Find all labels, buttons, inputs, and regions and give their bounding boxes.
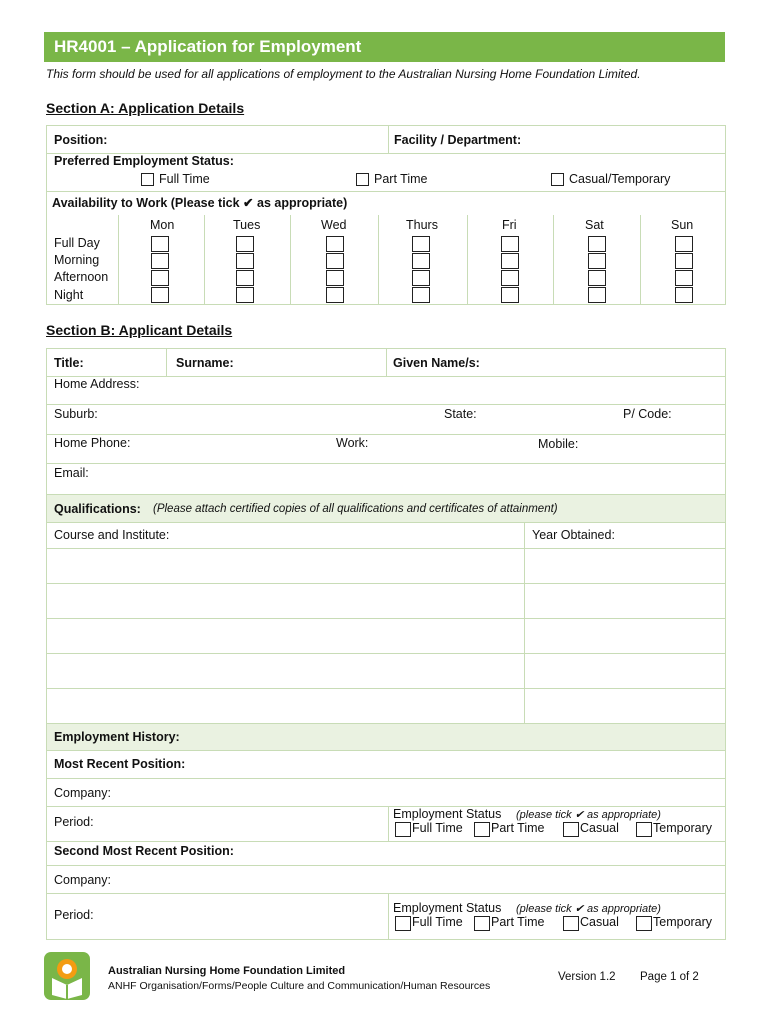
- mobile-label: Mobile:: [538, 437, 579, 451]
- email-label: Email:: [54, 466, 89, 480]
- day-header: Sun: [671, 218, 694, 232]
- company-label: Company:: [54, 786, 111, 800]
- employment-status-option-label: Casual: [580, 821, 619, 835]
- slot-label: Morning: [54, 253, 100, 267]
- state-label: State:: [444, 407, 477, 421]
- availability-checkbox[interactable]: [326, 287, 344, 303]
- availability-checkbox[interactable]: [501, 236, 519, 252]
- day-header: Thurs: [406, 218, 438, 232]
- availability-checkbox[interactable]: [675, 270, 693, 286]
- availability-checkbox[interactable]: [588, 287, 606, 303]
- emp-status-note: (please tick ✔ as appropriate): [516, 809, 661, 821]
- period-label: Period:: [54, 815, 94, 829]
- availability-checkbox[interactable]: [326, 253, 344, 269]
- period-label: Period:: [54, 908, 94, 922]
- day-header: Mon: [150, 218, 175, 232]
- availability-checkbox[interactable]: [151, 253, 169, 269]
- employment-status-option-label: Temporary: [653, 915, 713, 929]
- day-header: Tues: [233, 218, 261, 232]
- availability-checkbox[interactable]: [412, 287, 430, 303]
- day-header: Wed: [321, 218, 347, 232]
- availability-checkbox[interactable]: [501, 253, 519, 269]
- year-label: Year Obtained:: [532, 528, 615, 542]
- work-label: Work:: [336, 436, 369, 450]
- employment-status-checkbox[interactable]: [563, 916, 579, 931]
- casual-temporary-checkbox[interactable]: [551, 173, 564, 186]
- surname-label: Surname:: [176, 356, 234, 370]
- employment-status-label: Preferred Employment Status:: [54, 154, 234, 168]
- availability-checkbox[interactable]: [588, 236, 606, 252]
- availability-checkbox[interactable]: [412, 236, 430, 252]
- slot-label: Full Day: [54, 236, 100, 250]
- part-time-label: Part Time: [374, 172, 428, 186]
- footer-org: Australian Nursing Home Foundation Limited: [108, 965, 346, 977]
- availability-checkbox[interactable]: [236, 270, 254, 286]
- availability-checkbox[interactable]: [326, 236, 344, 252]
- section-b-heading: Section B: Applicant Details: [46, 322, 233, 338]
- availability-checkbox[interactable]: [675, 236, 693, 252]
- employment-status-option-label: Temporary: [653, 821, 713, 835]
- availability-checkbox[interactable]: [501, 270, 519, 286]
- emp-status-note: (please tick ✔ as appropriate): [516, 903, 661, 915]
- availability-checkbox[interactable]: [501, 287, 519, 303]
- availability-checkbox[interactable]: [588, 253, 606, 269]
- employment-history-label: Employment History:: [54, 730, 180, 744]
- footer-version: Version 1.2: [558, 971, 616, 983]
- availability-checkbox[interactable]: [675, 287, 693, 303]
- employment-status-option-label: Part Time: [491, 821, 545, 835]
- availability-checkbox[interactable]: [675, 253, 693, 269]
- employment-status-checkbox[interactable]: [563, 822, 579, 837]
- qualifications-note: (Please attach certified copies of all qualifications and certificates of attainment): [153, 503, 558, 515]
- employment-status-option-label: Full Time: [412, 821, 463, 835]
- availability-checkbox[interactable]: [236, 253, 254, 269]
- availability-label: Availability to Work (Please tick ✔ as appropriate): [52, 196, 348, 210]
- qualifications-label: Qualifications:: [54, 502, 141, 516]
- employment-status-checkbox[interactable]: [474, 916, 490, 931]
- availability-checkbox[interactable]: [588, 270, 606, 286]
- second-recent-label: Second Most Recent Position:: [54, 844, 234, 858]
- facility-label: Facility / Department:: [394, 133, 522, 147]
- postcode-label: P/ Code:: [623, 407, 672, 421]
- slot-label: Night: [54, 288, 84, 302]
- casual-temporary-label: Casual/Temporary: [569, 172, 671, 186]
- employment-status-checkbox[interactable]: [636, 822, 652, 837]
- company-label: Company:: [54, 873, 111, 887]
- footer-path: ANHF Organisation/Forms/People Culture and Communication/Human Resources: [108, 980, 491, 992]
- anhf-logo-icon: [44, 952, 90, 1000]
- availability-checkbox[interactable]: [412, 253, 430, 269]
- most-recent-label: Most Recent Position:: [54, 757, 186, 771]
- availability-checkbox[interactable]: [151, 236, 169, 252]
- emp-status-label: Employment Status: [393, 901, 502, 915]
- availability-checkbox[interactable]: [151, 270, 169, 286]
- intro-text: This form should be used for all applications of employment to the Australian Nursing Home Foundation Limited.: [46, 67, 641, 81]
- availability-checkbox[interactable]: [151, 287, 169, 303]
- suburb-label: Suburb:: [54, 407, 98, 421]
- section-a-table: [46, 125, 726, 305]
- home-phone-label: Home Phone:: [54, 436, 131, 450]
- emp-status-label: Employment Status: [393, 807, 502, 821]
- home-address-label: Home Address:: [54, 377, 140, 391]
- full-time-label: Full Time: [159, 172, 210, 186]
- given-names-label: Given Name/s:: [393, 356, 480, 370]
- employment-status-option-label: Part Time: [491, 915, 545, 929]
- availability-checkbox[interactable]: [326, 270, 344, 286]
- employment-status-option-label: Casual: [580, 915, 619, 929]
- form-title: HR4001 – Application for Employment: [54, 37, 362, 56]
- course-label: Course and Institute:: [54, 528, 170, 542]
- slot-label: Afternoon: [54, 270, 109, 284]
- availability-checkbox[interactable]: [236, 236, 254, 252]
- position-label: Position:: [54, 133, 108, 147]
- availability-checkbox[interactable]: [236, 287, 254, 303]
- title-label: Title:: [54, 356, 84, 370]
- employment-status-checkbox[interactable]: [474, 822, 490, 837]
- part-time-checkbox[interactable]: [356, 173, 369, 186]
- availability-checkbox[interactable]: [412, 270, 430, 286]
- day-header: Fri: [502, 218, 517, 232]
- section-a-heading: Section A: Application Details: [46, 100, 245, 116]
- employment-status-checkbox[interactable]: [395, 822, 411, 837]
- full-time-checkbox[interactable]: [141, 173, 154, 186]
- employment-status-checkbox[interactable]: [636, 916, 652, 931]
- employment-status-checkbox[interactable]: [395, 916, 411, 931]
- footer-page: Page 1 of 2: [640, 971, 699, 983]
- day-header: Sat: [585, 218, 604, 232]
- employment-status-option-label: Full Time: [412, 915, 463, 929]
- title-bar: [44, 32, 725, 62]
